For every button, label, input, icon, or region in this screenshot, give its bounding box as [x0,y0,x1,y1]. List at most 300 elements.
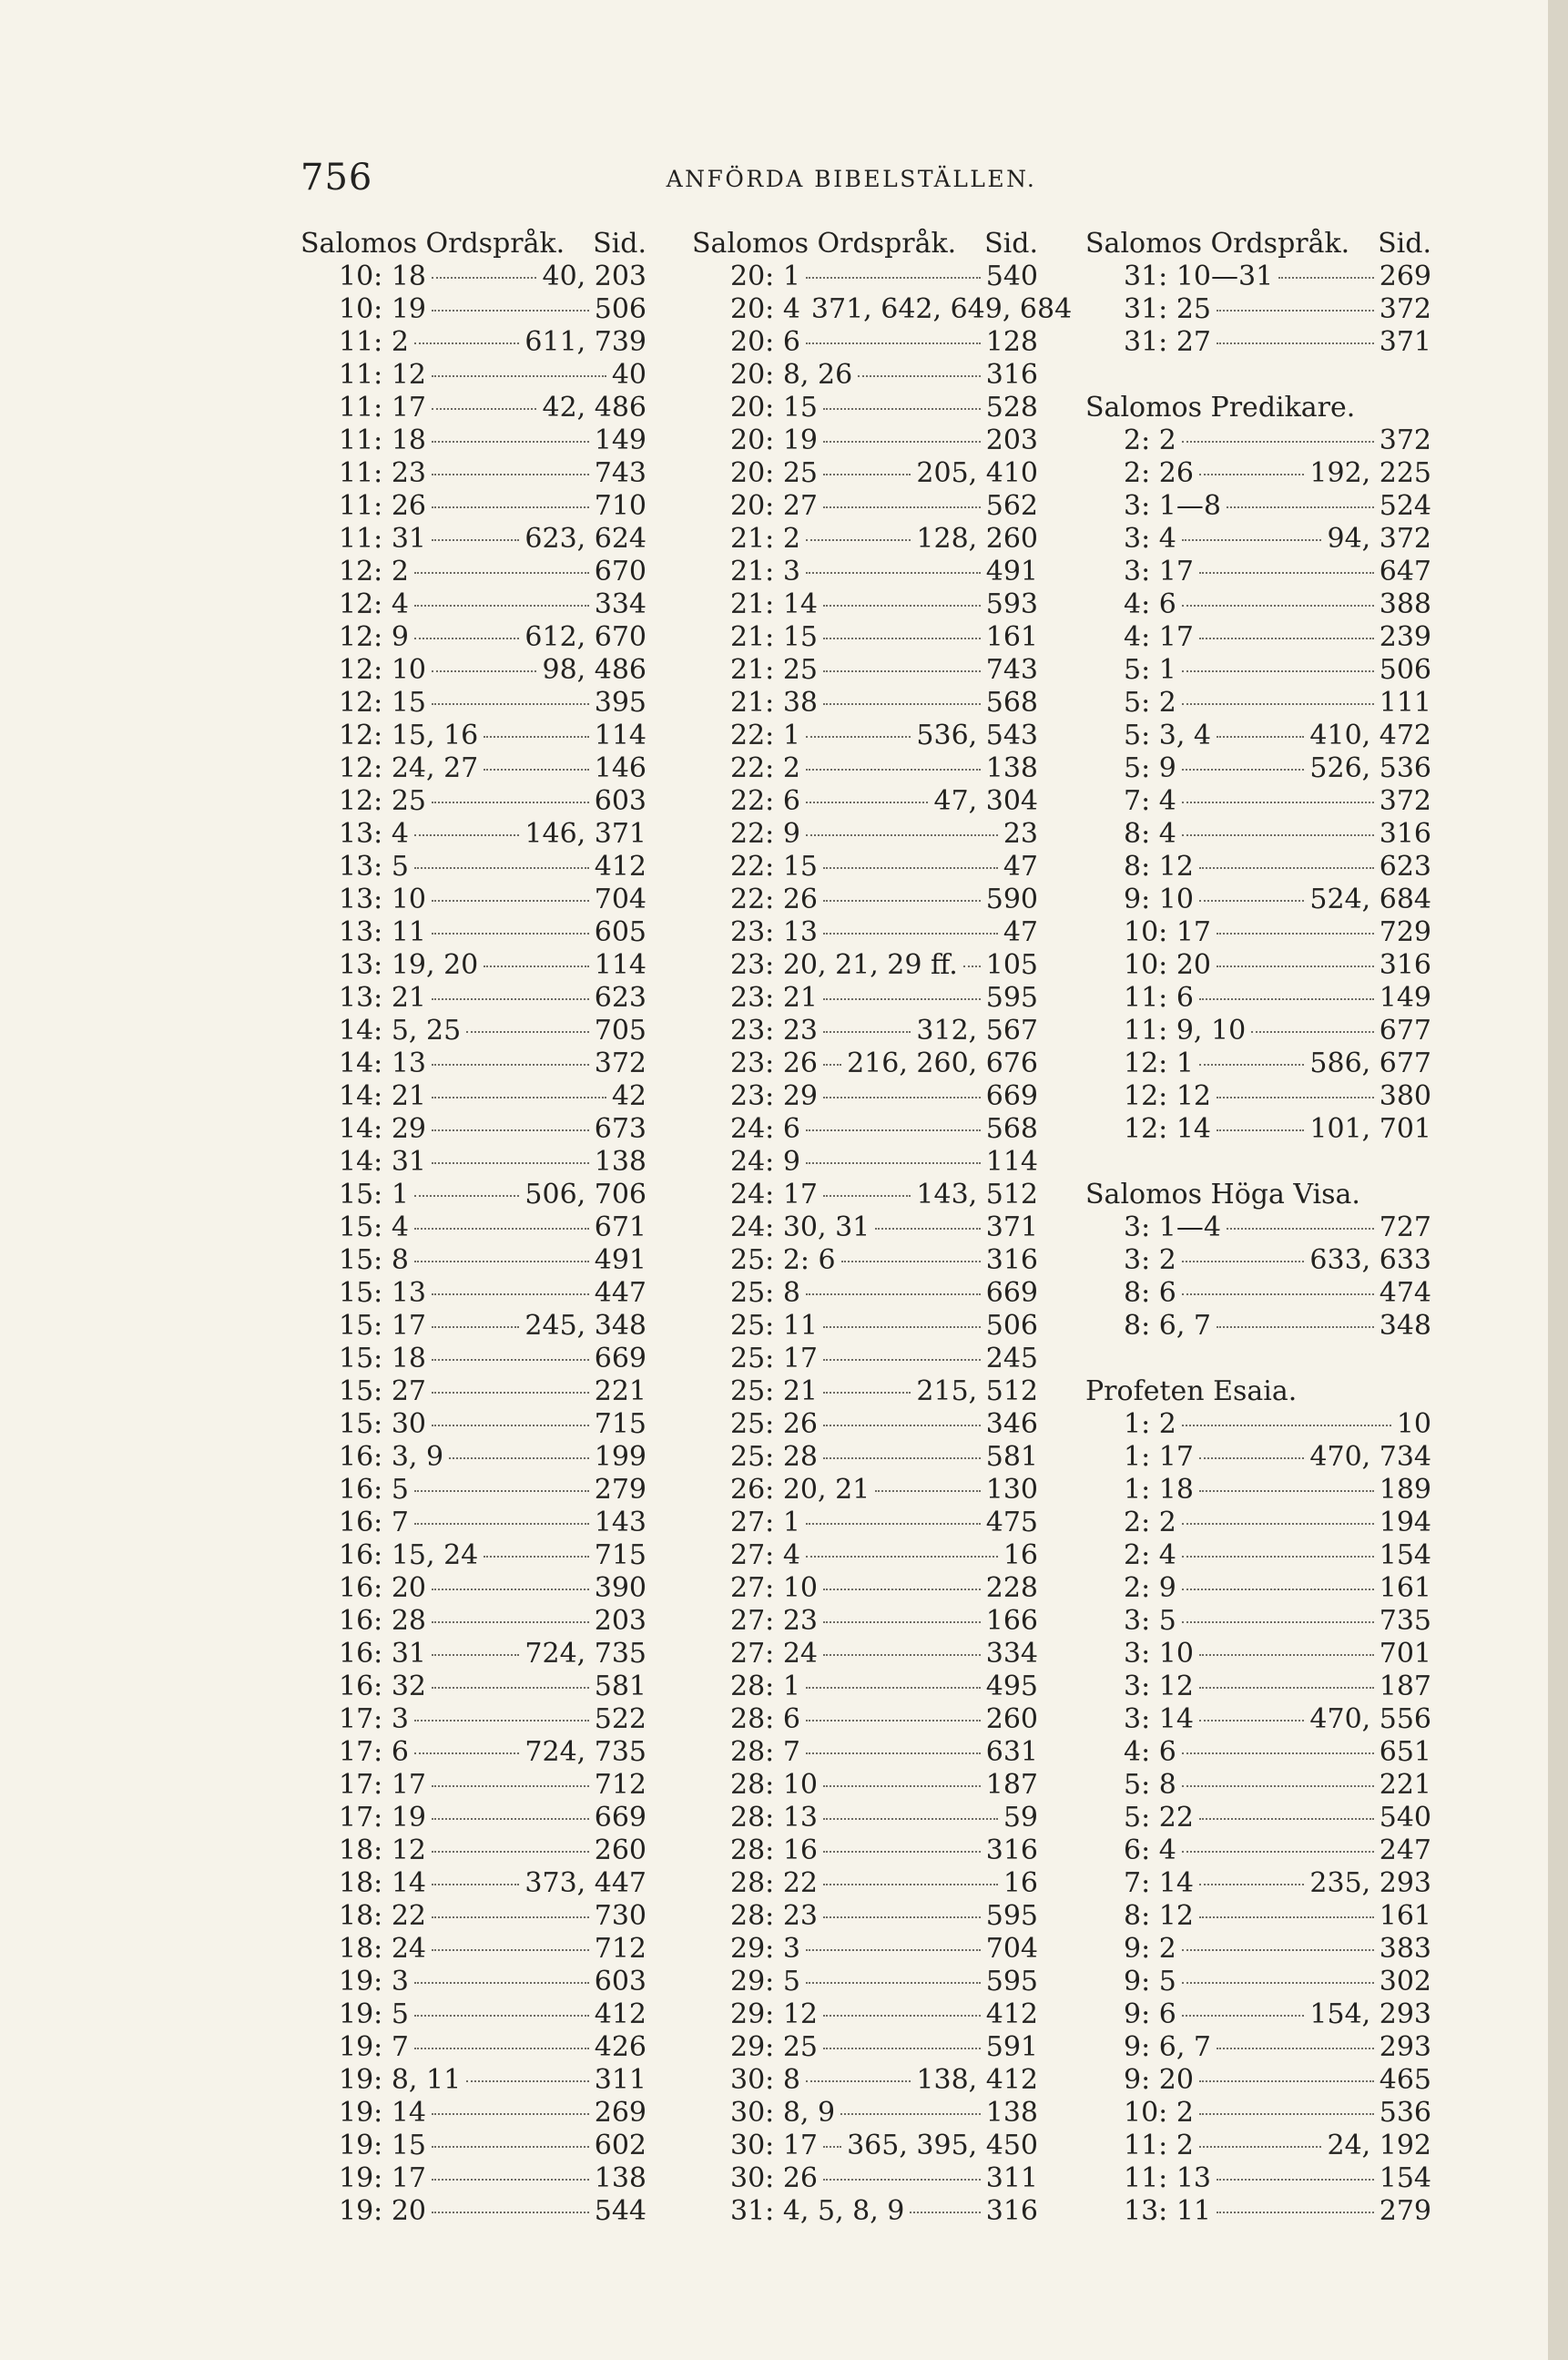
dot-leader [484,736,588,738]
page-references: 154 [1379,1539,1431,1571]
index-entry [1085,949,1431,982]
page-references: 491 [594,1244,647,1276]
page-references: 47, 304 [933,785,1038,817]
dot-leader [432,1785,589,1787]
verse-reference: 12: 9 [339,621,409,653]
page-references: 705 [594,1015,647,1047]
page-references: 245, 348 [524,1310,647,1342]
dot-leader [432,1884,519,1885]
page-references: 506, 706 [524,1179,647,1211]
dot-leader [432,998,589,1000]
page-references: 568 [985,687,1038,719]
page-references: 581 [594,1670,647,1702]
index-entry [692,1277,1038,1310]
index-entry [300,1900,647,1933]
verse-reference: 28: 13 [730,1802,818,1834]
dot-leader [823,670,981,672]
index-entry [300,1703,647,1736]
dot-leader [1227,1228,1374,1230]
index-entry [1085,1474,1431,1507]
dot-leader [823,1654,981,1656]
dot-leader [1199,867,1374,869]
verse-reference: 18: 22 [339,1900,426,1932]
verse-reference: 13: 21 [339,982,426,1014]
dot-leader [414,1720,589,1721]
index-entry [1085,1867,1431,1900]
verse-reference: 21: 3 [730,556,800,587]
page-references: 743 [985,654,1038,686]
index-column-3 [1085,228,1431,2228]
verse-reference: 24: 30, 31 [730,1211,871,1243]
index-entry [300,720,647,752]
verse-reference: 12: 2 [339,556,409,587]
verse-reference: 25: 11 [730,1310,818,1342]
dot-leader [432,408,536,410]
page-references: 593 [985,588,1038,620]
dot-leader [840,2113,981,2115]
dot-leader [466,1031,589,1033]
dot-leader [1182,703,1374,705]
dot-leader [841,1261,981,1262]
verse-reference: 9: 5 [1124,1966,1176,1997]
index-entry [692,1441,1038,1474]
page-references: 395 [594,687,647,719]
verse-reference: 17: 3 [339,1703,409,1735]
verse-reference: 13: 5 [339,851,409,883]
book-title: Profeten Esaia. [1085,1375,1298,1407]
index-entry [692,1670,1038,1703]
page-references: 495 [985,1670,1038,1702]
verse-reference: 19: 17 [339,2162,426,2194]
dot-leader [414,342,520,344]
verse-reference: 16: 28 [339,1605,426,1637]
index-entry [1085,2064,1431,2097]
page-references: 47 [1003,851,1038,883]
page-references: 154, 293 [1309,1998,1431,2030]
verse-reference: 5: 8 [1124,1769,1176,1801]
dot-leader [823,408,981,410]
dot-leader [1182,1982,1374,1984]
section-heading [692,228,1038,261]
page-references: 506 [1379,654,1431,686]
verse-reference: 12: 24, 27 [339,752,479,784]
verse-reference: 13: 19, 20 [339,949,479,981]
index-entry [1085,752,1431,785]
dot-leader [414,1982,589,1984]
index-entry [300,1310,647,1343]
dot-leader [823,1195,911,1197]
index-entry [300,1080,647,1113]
book-title: Salomos Ordspråk. [1085,228,1350,260]
index-section [1085,228,1431,359]
dot-leader [414,1228,589,1230]
page-references: 235, 293 [1309,1867,1431,1899]
page-references: 215, 512 [916,1375,1038,1407]
page-edge [1548,0,1568,2360]
dot-leader [1199,998,1374,1000]
index-entry [300,359,647,392]
page-references: 187 [985,1769,1038,1801]
page-references: 526, 536 [1309,752,1431,784]
verse-reference: 1: 17 [1124,1441,1194,1473]
dot-leader [823,1785,981,1787]
page-references: 316 [985,2195,1038,2227]
index-entry [300,949,647,982]
page-references: 146 [594,752,647,784]
index-entry [1085,588,1431,621]
page-references: 412 [985,1998,1038,2030]
index-entry [300,818,647,851]
index-entry [300,1375,647,1408]
dot-leader [432,1162,589,1164]
dot-leader [806,736,911,738]
dot-leader [823,506,981,508]
verse-reference: 20: 4 [730,293,800,325]
dot-leader [1217,310,1374,312]
verse-reference: 12: 12 [1124,1080,1211,1112]
verse-reference: 29: 12 [730,1998,818,2030]
page-references: 260 [985,1703,1038,1735]
page-references: 426 [594,2031,647,2063]
verse-reference: 2: 26 [1124,457,1194,489]
dot-leader [1182,1752,1374,1754]
index-entry [300,785,647,818]
page-references: 101, 701 [1309,1113,1431,1145]
page-references: 595 [985,1900,1038,1932]
dot-leader [1278,277,1374,279]
verse-reference: 18: 12 [339,1834,426,1866]
page-references: 633, 633 [1309,1244,1431,1276]
index-entry [300,2162,647,2195]
page-references: 10 [1396,1408,1431,1440]
index-entry [692,1572,1038,1605]
entry-list [1085,1408,1431,2228]
dot-leader [823,1884,998,1885]
dot-leader [432,539,519,541]
verse-reference: 8: 4 [1124,818,1176,850]
verse-reference: 24: 17 [730,1179,818,1211]
verse-reference: 2: 2 [1124,1507,1176,1538]
index-entry [300,1277,647,1310]
page-references: 199 [594,1441,647,1473]
verse-reference: 29: 25 [730,2031,818,2063]
dot-leader [432,2212,589,2213]
page-references: 23 [1003,818,1038,850]
index-entry [1085,523,1431,556]
verse-reference: 18: 24 [339,1933,426,1965]
section-gap [1085,359,1431,392]
dot-leader [484,965,588,967]
index-entry [1085,1605,1431,1638]
dot-leader [414,2015,589,2017]
index-entry [300,2064,647,2097]
verse-reference: 16: 7 [339,1507,409,1538]
page-references: 727 [1379,1211,1431,1243]
page-references: 149 [1379,982,1431,1014]
verse-reference: 14: 21 [339,1080,426,1112]
verse-reference: 29: 5 [730,1966,800,1997]
index-entry [692,1834,1038,1867]
page-references: 730 [594,1900,647,1932]
dot-leader [1217,736,1304,738]
verse-reference: 19: 20 [339,2195,426,2227]
index-entry [692,1769,1038,1802]
entry-list [300,261,647,2228]
verse-reference: 22: 26 [730,884,818,915]
dot-leader [823,900,981,902]
index-entry [692,588,1038,621]
page-references: 372 [1379,424,1431,456]
page-references: 138, 412 [916,2064,1038,2096]
index-entry [1085,261,1431,293]
dot-leader [806,277,981,279]
dot-leader [1182,1949,1374,1951]
verse-reference: 30: 8, 9 [730,2097,836,2129]
dot-leader [414,2048,589,2049]
dot-leader [1182,539,1322,541]
page-references: 279 [1379,2195,1431,2227]
page-references: 189 [1379,1474,1431,1506]
page-references: 470, 556 [1309,1703,1431,1735]
verse-reference: 26: 20, 21 [730,1474,871,1506]
verse-reference: 17: 6 [339,1736,409,1768]
dot-leader [1199,1884,1305,1885]
page-references: 602 [594,2130,647,2161]
page-references: 568 [985,1113,1038,1145]
entry-list [1085,424,1431,1146]
verse-reference: 12: 4 [339,588,409,620]
index-entry [692,687,1038,720]
verse-reference: 3: 4 [1124,523,1176,555]
verse-reference: 14: 29 [339,1113,426,1145]
dot-leader [806,1129,981,1131]
index-entry [692,293,1073,326]
page-references: 536 [1379,2097,1431,2129]
verse-reference: 3: 1—4 [1124,1211,1221,1243]
page-references: 590 [985,884,1038,915]
verse-reference: 16: 5 [339,1474,409,1506]
verse-reference: 3: 5 [1124,1605,1176,1637]
page-references: 302 [1379,1966,1431,1997]
page-references: 269 [594,2097,647,2129]
index-entry [300,1834,647,1867]
index-entry [1085,1769,1431,1802]
page-references: 114 [594,720,647,751]
index-entry [300,261,647,293]
verse-reference: 5: 22 [1124,1802,1194,1834]
page-references: 412 [594,1998,647,2030]
verse-reference: 5: 3, 4 [1124,720,1211,751]
index-entry [692,1015,1038,1047]
page-references: 671 [594,1211,647,1243]
verse-reference: 25: 21 [730,1375,818,1407]
dot-leader [1199,1687,1374,1689]
verse-reference: 8: 12 [1124,1900,1194,1932]
index-entry [300,1441,647,1474]
index-entry [692,556,1038,588]
index-entry [1085,1736,1431,1769]
dot-leader [823,638,981,639]
dot-leader [806,1752,981,1754]
verse-reference: 15: 30 [339,1408,426,1440]
dot-leader [806,1293,981,1295]
page-references: 605 [594,916,647,948]
index-entry [1085,2130,1431,2162]
index-entry [692,1310,1038,1343]
index-entry [692,457,1038,490]
index-entry [1085,1933,1431,1966]
index-entry [692,1474,1038,1507]
verse-reference: 25: 2: 6 [730,1244,836,1276]
index-entry [300,1507,647,1539]
index-entry [300,1408,647,1441]
index-entry [300,2195,647,2228]
index-entry [1085,2162,1431,2195]
page-references: 16 [1003,1539,1038,1571]
verse-reference: 25: 17 [730,1343,818,1374]
page-references: 111 [1379,687,1431,719]
dot-leader [432,1326,519,1328]
page-references: 704 [985,1933,1038,1965]
verse-reference: 18: 14 [339,1867,426,1899]
index-entry [1085,2195,1431,2228]
index-entry [692,1343,1038,1375]
index-entry [1085,1998,1431,2031]
index-entry [692,2130,1038,2162]
page-references: 221 [594,1375,647,1407]
dot-leader [1182,441,1374,443]
index-column-1 [300,228,647,2228]
page-references: 143 [594,1507,647,1538]
page-references: 311 [594,2064,647,2096]
dot-leader [823,1851,981,1853]
book-title: Salomos Predikare. [1085,392,1356,424]
index-entry [692,1900,1038,1933]
dot-leader [806,2080,911,2082]
page-references: 724, 735 [524,1638,647,1670]
dot-leader [414,1261,589,1262]
dot-leader [1199,900,1305,902]
page-references: 491 [985,556,1038,587]
page-references: 239 [1379,621,1431,653]
index-entry [692,1998,1038,2031]
index-entry [300,1769,647,1802]
dot-leader [432,1293,589,1295]
page-references: 316 [985,359,1038,391]
verse-reference: 31: 4, 5, 8, 9 [730,2195,905,2227]
section-gap [1085,1343,1431,1375]
index-entry [1085,1900,1431,1933]
page-references: 98, 486 [542,654,647,686]
verse-reference: 23: 20, 21, 29 ff. [730,949,958,981]
dot-leader [1217,1097,1374,1098]
section-heading [1085,228,1431,261]
verse-reference: 4: 6 [1124,1736,1176,1768]
verse-reference: 20: 27 [730,490,818,522]
dot-leader [858,375,981,377]
verse-reference: 3: 2 [1124,1244,1176,1276]
dot-leader [823,1425,981,1426]
sid-label: Sid. [1378,228,1431,260]
dot-leader [823,1818,998,1820]
page-references: 603 [594,1966,647,1997]
index-entry [1085,851,1431,884]
dot-leader [432,310,589,312]
verse-reference: 31: 25 [1124,293,1211,325]
verse-reference: 5: 9 [1124,752,1176,784]
index-entry [692,851,1038,884]
verse-reference: 12: 15 [339,687,426,719]
dot-leader [1199,1064,1305,1066]
dot-leader [823,703,981,705]
verse-reference: 22: 9 [730,818,800,850]
verse-reference: 21: 2 [730,523,800,555]
dot-leader [432,2113,589,2115]
verse-reference: 4: 6 [1124,588,1176,620]
dot-leader [432,1949,589,1951]
page-references: 704 [594,884,647,915]
dot-leader [1217,2212,1374,2213]
verse-reference: 11: 13 [1124,2162,1211,2194]
index-entry [300,1474,647,1507]
page-references: 673 [594,1113,647,1145]
verse-reference: 11: 23 [339,457,426,489]
page-references: 591 [985,2031,1038,2063]
index-entry [692,1375,1038,1408]
dot-leader [432,703,589,705]
verse-reference: 19: 5 [339,1998,409,2030]
page-references: 524, 684 [1309,884,1431,915]
index-entry [1085,1080,1431,1113]
verse-reference: 27: 23 [730,1605,818,1637]
page-references: 316 [1379,949,1431,981]
verse-reference: 6: 4 [1124,1834,1176,1866]
page-references: 612, 670 [524,621,647,653]
section-heading [1085,392,1431,424]
index-entry [1085,490,1431,523]
dot-leader [806,342,981,344]
index-entry [300,2097,647,2130]
index-entry [692,1244,1038,1277]
page-references: 743 [594,457,647,489]
verse-reference: 28: 22 [730,1867,818,1899]
dot-leader [432,1818,589,1820]
index-entry [692,523,1038,556]
verse-reference: 14: 13 [339,1047,426,1079]
index-entry [1085,1670,1431,1703]
dot-leader [1182,802,1374,803]
dot-leader [414,834,520,836]
page-references: 712 [594,1769,647,1801]
book-title: Salomos Ordspråk. [692,228,957,260]
verse-reference: 27: 1 [730,1507,800,1538]
dot-leader [432,1425,589,1426]
dot-leader [414,1195,520,1197]
index-entry [1085,818,1431,851]
dot-leader [823,1064,841,1066]
verse-reference: 12: 10 [339,654,426,686]
dot-leader [414,605,589,607]
dot-leader [806,802,929,803]
verse-reference: 23: 29 [730,1080,818,1112]
index-entry [692,326,1038,359]
dot-leader [432,1916,589,1918]
index-entry [300,392,647,424]
dot-leader [1182,1621,1374,1623]
index-entry [300,1211,647,1244]
dot-leader [806,1556,998,1558]
index-entry [692,1080,1038,1113]
